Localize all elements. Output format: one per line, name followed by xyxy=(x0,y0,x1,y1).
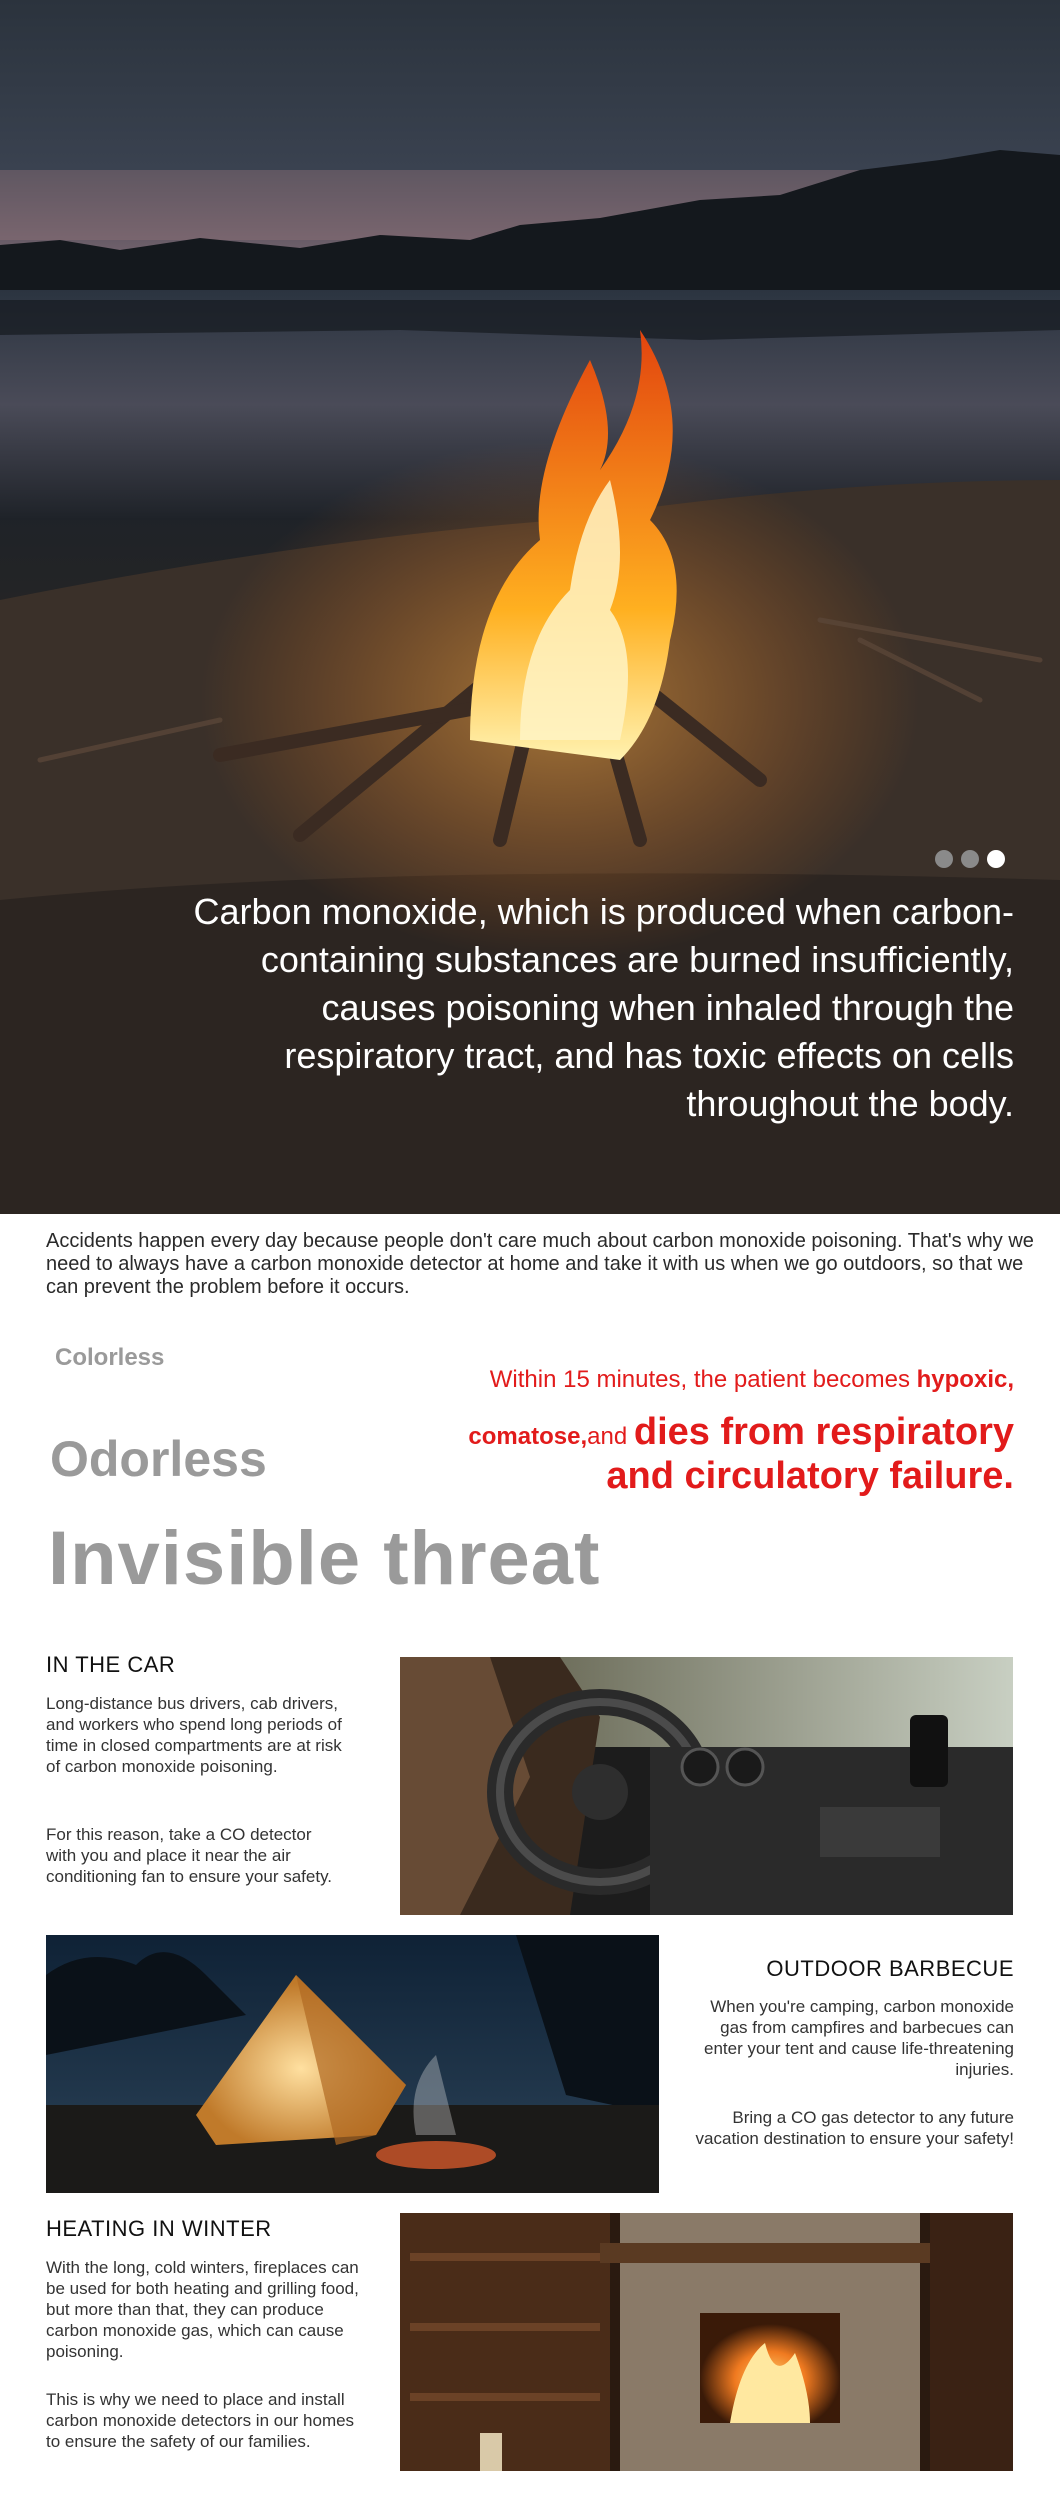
warning-line-2 xyxy=(468,1410,1014,1498)
warning-line-1-text: Within 15 minutes, the patient becomes xyxy=(489,1366,917,1393)
warning-comatose: comatose, xyxy=(468,1423,588,1450)
hero-caption: Carbon monoxide, which is produced when carbon-containing substances are burned insufficiently, causes poisoning when inhaled through the respiratory tract, and has toxic effects on cells throughout the body. xyxy=(193,891,1014,1124)
carousel-dots xyxy=(935,850,1005,868)
warning-dies: dies from respiratory xyxy=(633,1411,1014,1453)
winter-title: HEATING IN WINTER xyxy=(46,2216,272,2241)
car-interior-photo xyxy=(400,1657,1013,1915)
warning-failure: and circulatory failure. xyxy=(606,1455,1014,1497)
fireplace-photo xyxy=(400,2213,1013,2471)
barbecue-title: OUTDOOR BARBECUE xyxy=(766,1956,1014,1981)
warning-and: and xyxy=(587,1423,634,1450)
keyword-odorless: Odorless xyxy=(50,1431,267,1487)
warning-hypoxic: hypoxic, xyxy=(916,1366,1014,1393)
keyword-invisible-threat: Invisible threat xyxy=(48,1516,601,1601)
carousel-dot-1[interactable] xyxy=(935,850,953,868)
winter-paragraph-1: With the long, cold winters, fireplaces can be used for both heating and grilling food, but more than that, they can produce carbon monoxide gas, which can cause poisoning. xyxy=(46,2258,359,2361)
car-paragraph-2: For this reason, take a CO detector with you and place it near the air conditioning fan to ensure your safety. xyxy=(46,1825,333,1886)
tent-campfire-photo xyxy=(46,1935,659,2193)
car-title: IN THE CAR xyxy=(46,1652,176,1677)
winter-paragraph-2: This is why we need to place and install carbon monoxide detectors in our homes to ensure the safety of our families. xyxy=(46,2390,355,2451)
barbecue-paragraph-2: Bring a CO gas detector to any future vacation destination to ensure your safety! xyxy=(695,2108,1014,2148)
carousel-dot-2[interactable] xyxy=(961,850,979,868)
carousel-dot-3[interactable] xyxy=(987,850,1005,868)
warning-line-1 xyxy=(490,1366,1014,1394)
car-paragraph-1: Long-distance bus drivers, cab drivers, and workers who spend long periods of time in closed compartments are at risk of carbon monoxide poisoning. xyxy=(46,1694,342,1776)
hero-banner xyxy=(0,0,1060,1214)
barbecue-paragraph-1: When you're camping, carbon monoxide gas from campfires and barbecues can enter your tent and cause life-threatening injuries. xyxy=(704,1997,1014,2079)
intro-paragraph: Accidents happen every day because people don't care much about carbon monoxide poisoning. That's why we need to always have a carbon monoxide detector at home and take it with us when we go outdoors, so that we can prevent the problem before it occurs. xyxy=(46,1230,1034,1298)
keyword-colorless: Colorless xyxy=(55,1344,165,1371)
